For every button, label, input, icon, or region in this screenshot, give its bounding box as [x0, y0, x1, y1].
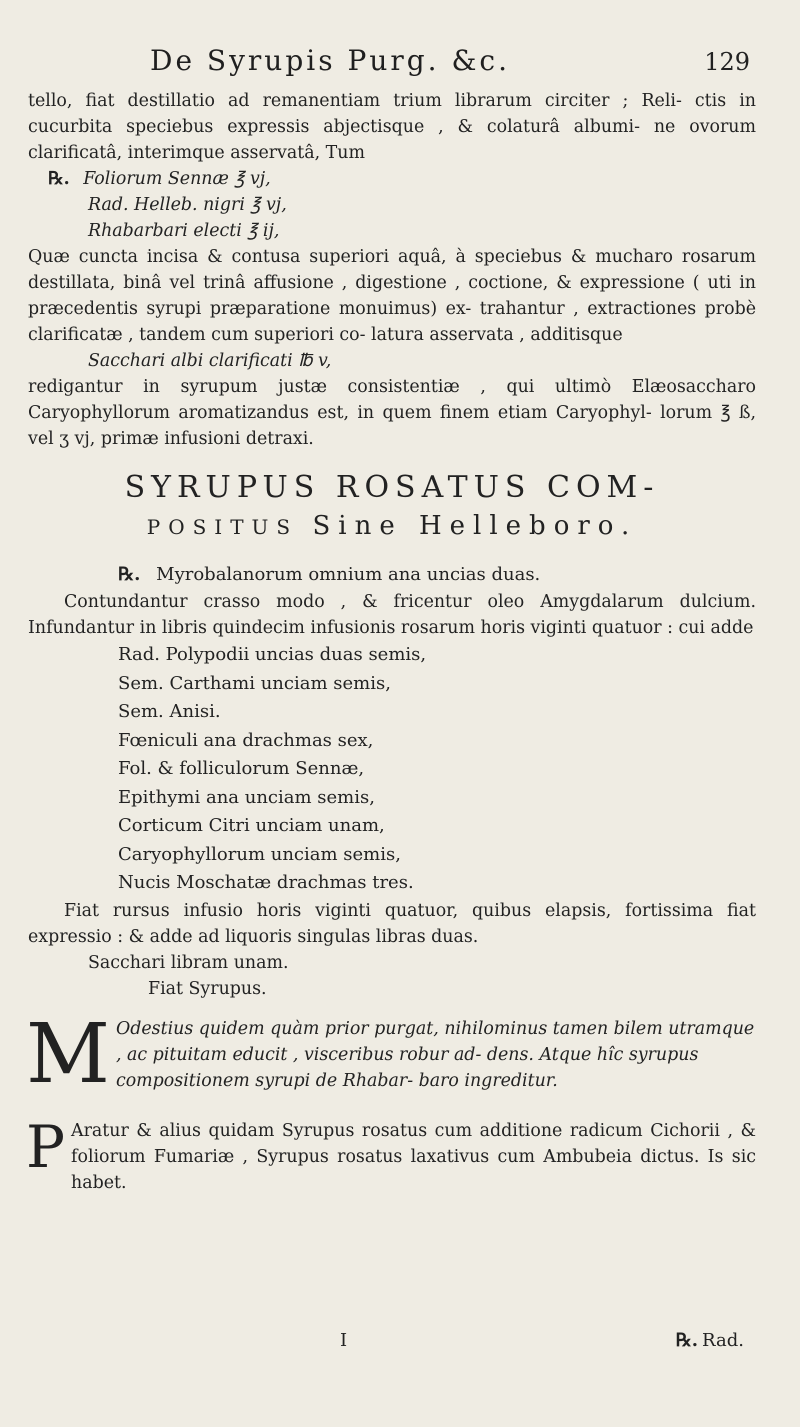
- recipe-symbol: ℞.: [675, 1330, 699, 1351]
- recipe-head-text: Myrobalanorum omnium ana uncias duas.: [156, 564, 541, 585]
- method-paragraph: Quæ cuncta incisa & contusa superiori aquâ, à speciebus & mucharo rosarum destillata, binâ vel trinâ affusione , digestione , coctione, & expressione ( uti in præcedentis syrupi præparatione monuimus) ex- trahantur , extractiones probè clarificatæ , tandem cum superiori co- latura asservata , additisque: [28, 247, 756, 345]
- list-item: Caryophyllorum unciam semis,: [118, 843, 401, 865]
- sugar-line: Sacchari libram unam.: [88, 952, 289, 973]
- list-item: Nucis Moschatæ drachmas tres.: [118, 872, 414, 893]
- section-subtitle-b: Sine Helleboro.: [312, 511, 638, 541]
- catchword: [676, 1330, 744, 1351]
- list-item: Corticum Citri unciam unam,: [118, 815, 385, 836]
- ingredient-list: [28, 641, 756, 898]
- section-title: SYRUPUS ROSATUS COM-: [124, 470, 660, 505]
- list-item: Epithymi ana unciam semis,: [118, 786, 375, 808]
- recipe-paragraph: Contundantur crasso modo , & fricentur oleo Amygdalarum dulcium. Infundantur in libris quindecim infusionis rosarum horis viginti quatuor : cui adde: [28, 592, 756, 638]
- list-item: Sem. Carthami unciam semis,: [118, 672, 391, 694]
- section-subtitle-a: POSITUS: [146, 515, 313, 539]
- recipe-ingredient: Rad. Helleb. nigri ℥ vj,: [88, 195, 287, 215]
- recipe-symbol: ℞.: [48, 169, 70, 189]
- page-header: [150, 44, 750, 84]
- page-footer: [0, 1330, 756, 1360]
- expression-paragraph: Fiat rursus infusio horis viginti quatuor, quibus elapsis, fortissima fiat expressio : & adde ad liquoris singulas libras duas.: [28, 900, 756, 947]
- note-paragraph: [26, 1006, 756, 1102]
- running-head: De Syrupis Purg. &c.: [150, 44, 510, 77]
- recipe-ingredient: Foliorum Sennæ ℥ vj,: [83, 169, 271, 189]
- drop-cap: P: [26, 1112, 66, 1181]
- list-item: Fœniculi ana drachmas sex,: [118, 729, 374, 751]
- section-subtitle: [28, 511, 756, 541]
- recipe-head: [118, 561, 756, 589]
- syrup-paragraph: redigantur in syrupum justæ consistentiæ , qui ultimò Elæosaccharo Caryophyllorum aromatizandus est, in quem finem etiam Caryophyl- lorum ℥ ß, vel ʒ vj, primæ infusioni detraxi.: [28, 377, 756, 449]
- sugar-line: Sacchari albi clarificati ℔ v,: [88, 351, 332, 371]
- note-text: Odestius quidem quàm prior purgat, nihilominus tamen bilem utramque , ac pituitam educit , visceribus robur ad- dens. Atque hîc syrupus compositionem syrupi de Rhabar- baro ingreditur.: [115, 1018, 755, 1091]
- page-number: 129: [704, 48, 750, 76]
- signature-mark: I: [340, 1330, 348, 1351]
- note-paragraph: [26, 1112, 756, 1196]
- recipe-symbol: ℞.: [118, 564, 141, 585]
- recipe-hellebore: [28, 166, 756, 244]
- list-item: Fol. & folliculorum Sennæ,: [118, 758, 365, 779]
- recipe-ingredient: Rhabarbari electi ℥ ij,: [88, 221, 280, 241]
- fiat-line: Fiat Syrupus.: [148, 978, 267, 999]
- list-item: Rad. Polypodii uncias duas semis,: [118, 644, 427, 665]
- drop-cap: M: [26, 1006, 110, 1102]
- note-text: Aratur & alius quidam Syrupus rosatus cum additione radicum Cichorii , & foliorum Fumariæ , Syrupus rosatus laxativus cum Ambubeia dictus. Is sic habet.: [71, 1120, 756, 1193]
- catchword-text: Rad.: [702, 1330, 744, 1351]
- list-item: Sem. Anisi.: [118, 701, 221, 722]
- page-body: [28, 88, 756, 1196]
- recipe-line: [28, 166, 756, 192]
- intro-paragraph: tello, fiat destillatio ad remanentiam trium librarum circiter ; Reli- ctis in cucurbita speciebus expressis abjectisque , & colaturâ albumi- ne ovorum clarificatâ, interimque asservatâ, Tum: [28, 91, 756, 163]
